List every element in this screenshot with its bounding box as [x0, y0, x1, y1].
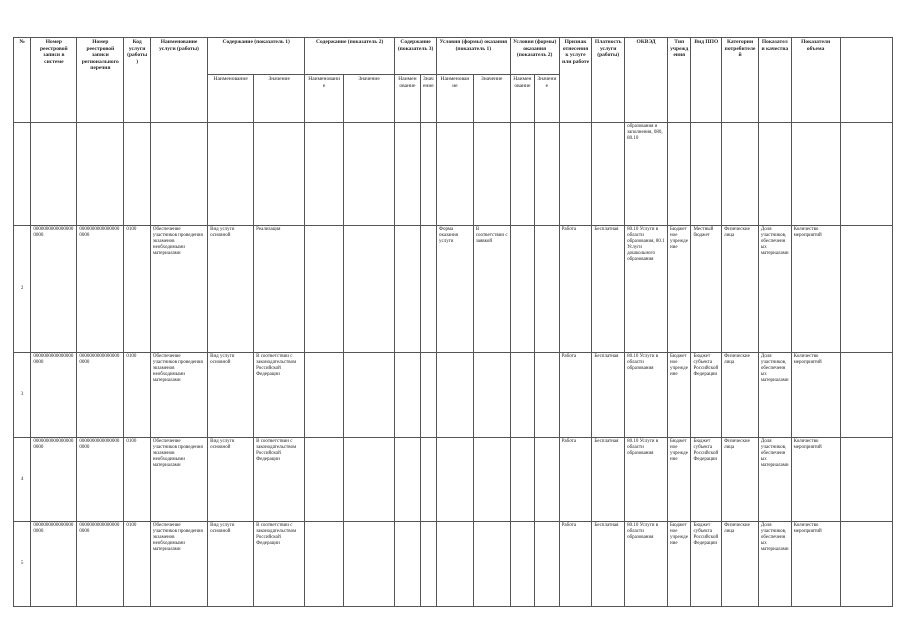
cell-c2-name — [305, 522, 344, 607]
header-content-1: Содержание (показатель 1) — [208, 38, 305, 75]
cell-category: Физические лица — [722, 353, 759, 438]
cell-sign: Работа — [559, 522, 592, 607]
cell-c1-name: Вид услуги основной — [208, 437, 254, 522]
cell-num: 2 — [14, 226, 31, 353]
cell-type: Бюджетное учреждение — [667, 437, 691, 522]
cell-u2-name — [510, 353, 535, 438]
cell-c1-name: Вид услуги основной — [208, 522, 254, 607]
cell-c3-val — [420, 353, 436, 438]
header-spare — [840, 38, 892, 123]
cell-sign: Работа — [559, 437, 592, 522]
cell-c3-name — [395, 522, 421, 607]
cell-u2-val — [535, 522, 560, 607]
cell-c3-name — [395, 226, 421, 353]
cell-c3-val — [420, 437, 436, 522]
cell-code: 0100 — [124, 353, 151, 438]
cell-category: Физические лица — [722, 522, 759, 607]
cell-u1-val — [473, 437, 510, 522]
cell-c2-val — [344, 353, 395, 438]
sub-u1-name: Наименование — [437, 75, 474, 123]
header-category: Категории потребителей — [722, 38, 759, 123]
cell-num: 3 — [14, 353, 31, 438]
cell-quality: Доля участников, обеспеченных материалами — [758, 522, 791, 607]
header-reg-regional: Номер реестровой записи регионального перечня — [77, 38, 124, 123]
cell-c1-val: В соответствии с законодательством Российской Федерации — [254, 353, 305, 438]
cell-u2-name — [510, 437, 535, 522]
cell-reg-regional: 00000000000000000000 — [77, 353, 124, 438]
header-content-2: Содержание (показатель 2) — [305, 38, 395, 75]
table-row — [14, 522, 893, 607]
cell-quality: Доля участников, обеспеченных материалами — [758, 353, 791, 438]
cell-pay: Бесплатная — [592, 226, 625, 353]
cell-c2-val — [344, 522, 395, 607]
cell-okved: 80.10 Услуги в области образования — [625, 353, 668, 438]
cell-code: 0100 — [124, 437, 151, 522]
cell-c1-name: Вид услуги основной — [208, 226, 254, 353]
cell-okved: 80.10 Услуги в области образования, 80.1 Услуги дошкольного образования — [625, 226, 668, 353]
cell-c3-name — [395, 437, 421, 522]
cell-u1-name — [437, 437, 474, 522]
cell-u1-val — [473, 353, 510, 438]
cell-u2-val — [535, 437, 560, 522]
header-condition-1: Условия (формы) оказания (показатель 1) — [437, 38, 511, 75]
cell-u1-name — [437, 522, 474, 607]
cell-num: 4 — [14, 437, 31, 522]
cont-okved: образования и заполнения, 080, 80.10 — [625, 122, 668, 226]
cell-reg-regional: 00000000000000000000 — [77, 437, 124, 522]
cell-num: 5 — [14, 522, 31, 607]
sub-c1-val: Значение — [254, 75, 305, 123]
cell-c2-val — [344, 226, 395, 353]
cell-ppo: Бюджет субъекта Российской Федерации — [691, 522, 722, 607]
cell-name: Обеспечение участников проведения экзаменов необходимыми материалами — [150, 226, 207, 353]
cell-ppo: Бюджет субъекта Российской Федерации — [691, 437, 722, 522]
cell-volume: Количество мероприятий — [791, 437, 840, 522]
cell-volume: Количество мероприятий — [791, 353, 840, 438]
table-row — [14, 437, 893, 522]
cell-c1-val: Реализация — [254, 226, 305, 353]
header-row — [14, 38, 893, 75]
header-pay: Платность услуги (работы) — [592, 38, 625, 123]
sub-u2-name: Наименование — [510, 75, 535, 123]
cell-u2-name — [510, 226, 535, 353]
cell-spare — [840, 226, 892, 353]
header-condition-2: Условия (формы) оказания (показатель 2) — [510, 38, 559, 75]
cell-c3-name — [395, 353, 421, 438]
continuation-row — [14, 122, 893, 226]
registry-table — [13, 37, 893, 607]
cell-c3-val — [420, 226, 436, 353]
cell-type: Бюджетное учреждение — [667, 226, 691, 353]
cell-quality: Доля участников, обеспеченных материалами — [758, 226, 791, 353]
header-quality: Показатели качества — [758, 38, 791, 123]
cell-okved: 80.10 Услуги в области образования — [625, 522, 668, 607]
cell-name: Обеспечение участников проведения экзаменов необходимыми материалами — [150, 522, 207, 607]
cell-reg: 00000000000000000000 — [31, 437, 77, 522]
cell-spare — [840, 437, 892, 522]
table-row — [14, 353, 893, 438]
cell-sign: Работа — [559, 226, 592, 353]
cell-spare — [840, 522, 892, 607]
cell-quality: Доля участников, обеспеченных материалами — [758, 437, 791, 522]
sub-u1-val: Значение — [473, 75, 510, 123]
cell-reg-regional: 00000000000000000000 — [77, 522, 124, 607]
cell-u2-val — [535, 226, 560, 353]
cell-reg-regional: 00000000000000000000 — [77, 226, 124, 353]
header-code: Код услуги (работы) — [124, 38, 151, 123]
header-sign: Признак отнесения к услуге или работе — [559, 38, 592, 123]
cell-u1-val — [473, 522, 510, 607]
cell-reg: 00000000000000000000 — [31, 353, 77, 438]
header-num: № — [14, 38, 31, 123]
table-row — [14, 226, 893, 353]
cell-u1-name: Форма оказания услуги — [437, 226, 474, 353]
cell-c1-val: В соответствии с законодательством Российской Федерации — [254, 522, 305, 607]
cell-spare — [840, 353, 892, 438]
cell-type: Бюджетное учреждение — [667, 522, 691, 607]
cell-u2-name — [510, 522, 535, 607]
sub-c2-val: Значение — [344, 75, 395, 123]
cell-c1-val: В соответствии с законодательством Российской Федерации — [254, 437, 305, 522]
header-volume: Показатели объема — [791, 38, 840, 123]
cell-reg: 00000000000000000000 — [31, 522, 77, 607]
cell-category: Физические лица — [722, 437, 759, 522]
cell-ppo: Местный бюджет — [691, 226, 722, 353]
sub-c1-name: Наименование — [208, 75, 254, 123]
cell-reg: 00000000000000000000 — [31, 226, 77, 353]
sub-c3-val: Значение — [420, 75, 436, 123]
cell-c1-name: Вид услуги основной — [208, 353, 254, 438]
header-ppo: Вид ППО — [691, 38, 722, 123]
cell-name: Обеспечение участников проведения экзаменов необходимыми материалами — [150, 437, 207, 522]
cell-pay: Бесплатная — [592, 437, 625, 522]
cell-c2-name — [305, 353, 344, 438]
cell-volume: Количество мероприятий — [791, 226, 840, 353]
cell-ppo: Бюджет субъекта Российской Федерации — [691, 353, 722, 438]
header-name: Наименование услуги (работы) — [150, 38, 207, 123]
cell-volume: Количество мероприятий — [791, 522, 840, 607]
cell-sign: Работа — [559, 353, 592, 438]
sub-u2-val: Значение — [535, 75, 560, 123]
header-type: Тип учреждения — [667, 38, 691, 123]
cell-c2-val — [344, 437, 395, 522]
cell-u2-val — [535, 353, 560, 438]
cell-pay: Бесплатная — [592, 353, 625, 438]
cell-c3-val — [420, 522, 436, 607]
cell-okved: 80.10 Услуги в области образования — [625, 437, 668, 522]
sub-c2-name: Наименование — [305, 75, 344, 123]
cell-type: Бюджетное учреждение — [667, 353, 691, 438]
cell-code: 0100 — [124, 522, 151, 607]
cell-name: Обеспечение участников проведения экзаменов необходимыми материалами — [150, 353, 207, 438]
cell-u1-val: В соответствии с заявкой — [473, 226, 510, 353]
cell-pay: Бесплатная — [592, 522, 625, 607]
cell-u1-name — [437, 353, 474, 438]
cell-c2-name — [305, 226, 344, 353]
header-reg: Номер реестровой записи в системе — [31, 38, 77, 123]
sub-c3-name: Наименование — [395, 75, 421, 123]
cell-category: Физические лица — [722, 226, 759, 353]
header-okved: ОКВЭД — [625, 38, 668, 123]
header-content-3: Содержание (показатель 3) — [395, 38, 437, 75]
cell-c2-name — [305, 437, 344, 522]
cell-code: 0100 — [124, 226, 151, 353]
